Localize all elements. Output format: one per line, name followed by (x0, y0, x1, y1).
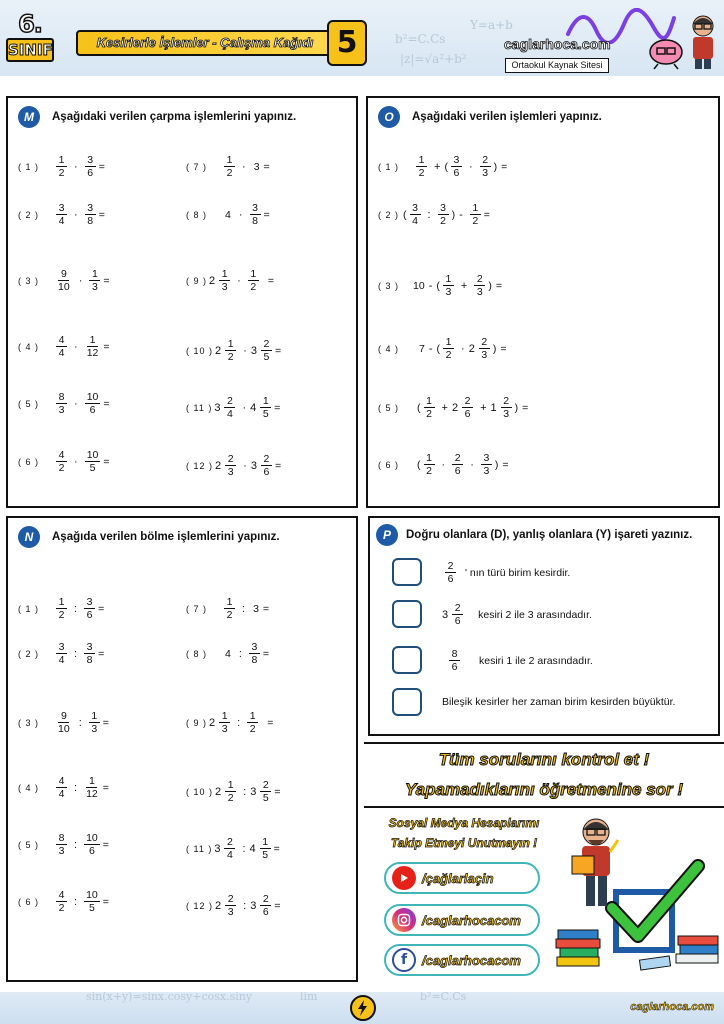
section-o-header (378, 106, 602, 128)
problem-number: ( 2 ) (18, 648, 40, 659)
instagram-handle: /caglarhocacom (422, 912, 521, 928)
problem-o-6: ( 6 ) ( $\frac{1}{2}$ · $\frac{2}{6}$ · $\frac{3}{3}$ ) = (378, 452, 509, 477)
facebook-handle: /caglarhocacom (422, 952, 521, 968)
problem-number: ( 3 ) (378, 280, 400, 291)
answer-box-2[interactable] (392, 600, 422, 628)
problem-m-1: ( 1 ) $\frac{1}{2}$ · $\frac{3}{6}$ = (18, 154, 105, 179)
problem-n-5: ( 5 ) $\frac{8}{3}$ : $\frac{10}{6}$ = (18, 832, 109, 857)
footer-site: caglarhoca.com (630, 1001, 714, 1013)
problem-number: ( 12 ) (186, 460, 214, 471)
problem-m-5: ( 5 ) $\frac{8}{3}$ · $\frac{10}{6}$ = (18, 391, 110, 416)
problem-number: ( 6 ) (18, 456, 40, 467)
problem-o-1: ( 1 ) $\frac{1}{2}$ + ( $\frac{3}{6}$ · $\frac{2}{3}$ ) = (378, 154, 508, 179)
problem-m-12: ( 12 ) 2 $\frac{2}{3}$ · 3 $\frac{2}{6}$ = (186, 453, 282, 478)
reminder-line-1: Tüm sorularını kontrol et ! (438, 750, 650, 769)
problem-n-8: ( 8 ) 4 : $\frac{3}{8}$ = (186, 641, 270, 666)
problem-m-11: ( 11 ) 3 $\frac{2}{4}$ · 4 $\frac{1}{5}$ = (186, 395, 281, 420)
social-title-line-2: Takip Etmeyi Unutmayın ! (390, 836, 538, 850)
instagram-link[interactable] (384, 904, 540, 936)
problem-n-2: ( 2 ) $\frac{3}{4}$ : $\frac{3}{8}$ = (18, 641, 105, 666)
problem-m-6: ( 6 ) $\frac{4}{2}$ · $\frac{10}{5}$ = (18, 449, 110, 474)
statement-text: Bileşik kesirler her zaman birim kesirden büyüktür. (442, 696, 676, 708)
problem-n-11: ( 11 ) 3 $\frac{2}{4}$ : 4 $\frac{1}{5}$ = (186, 836, 280, 861)
statement-text: kesiri 1 ile 2 arasındadır. (479, 654, 593, 667)
problem-number: ( 7 ) (186, 603, 208, 614)
footer-decoration: lim (300, 992, 318, 1003)
page-footer (0, 992, 724, 1024)
section-m-panel (6, 96, 358, 508)
section-title: Aşağıdaki verilen işlemleri yapınız. (412, 111, 602, 123)
problem-m-3: ( 3 ) $\frac{9}{10}$ · $\frac{1}{3}$ = (18, 268, 110, 293)
statement-2: 3 $\frac{2}{6}$ kesiri 2 ile 3 arasındadır. (442, 602, 592, 627)
youtube-handle: /çağlarlaçin (422, 870, 494, 886)
problem-number: ( 7 ) (186, 161, 208, 172)
problem-n-9: ( 9 ) 2 $\frac{1}{3}$ : $\frac{1}{2}$ = (186, 710, 274, 735)
divider (364, 742, 724, 744)
problem-number: ( 11 ) (186, 402, 213, 413)
section-title: Aşağıda verilen bölme işlemlerini yapınız. (52, 531, 280, 543)
section-badge: O (378, 106, 400, 128)
problem-n-4: ( 4 ) $\frac{4}{4}$ : $\frac{1}{12}$ = (18, 775, 109, 800)
problem-m-4: ( 4 ) $\frac{4}{4}$ · $\frac{1}{12}$ = (18, 334, 110, 359)
problem-n-3: ( 3 ) $\frac{9}{10}$ : $\frac{1}{3}$ = (18, 710, 109, 735)
youtube-icon (392, 866, 416, 890)
statement-3: $\frac{8}{6}$ kesiri 1 ile 2 arasındadır. (446, 648, 593, 673)
header-decoration: |z|=√a²+b² (400, 52, 467, 66)
footer-decoration: sin(x+y)=sinx.cosy+cosx.siny (86, 992, 253, 1003)
facebook-link[interactable] (384, 944, 540, 976)
section-m-header (18, 106, 296, 128)
problem-n-6: ( 6 ) $\frac{4}{2}$ : $\frac{10}{5}$ = (18, 889, 109, 914)
brand-name: caglarhoca.com (504, 36, 611, 52)
problem-o-2: ( 2 ) ( $\frac{3}{4}$ : $\frac{3}{2}$ ) - $\frac{1}{2}$ = (378, 202, 490, 227)
problem-number: ( 6 ) (18, 896, 40, 907)
grade-number: 6. (18, 10, 42, 38)
problem-number: ( 9 ) (186, 275, 208, 286)
grade-badge (6, 10, 54, 68)
problem-n-7: ( 7 ) $\frac{1}{2}$ : 3 = (186, 596, 270, 621)
answer-box-1[interactable] (392, 558, 422, 586)
problem-number: ( 2 ) (18, 209, 40, 220)
section-p-header (376, 524, 692, 546)
problem-n-12: ( 12 ) 2 $\frac{2}{3}$ : 3 $\frac{2}{6}$ = (186, 893, 281, 918)
answer-box-4[interactable] (392, 688, 422, 716)
youtube-link[interactable] (384, 862, 540, 894)
page-header (0, 0, 724, 76)
sheet-number: 5 (327, 20, 367, 66)
section-p-panel (368, 516, 720, 736)
problem-o-4: ( 4 ) 7 - ( $\frac{1}{2}$ · 2 $\frac{2}{3}$ ) = (378, 336, 507, 361)
statement-1: $\frac{2}{6}$ ' nın türü birim kesirdir. (442, 560, 570, 585)
statement-4 (442, 696, 675, 708)
problem-number: ( 3 ) (18, 275, 40, 286)
problem-number: ( 3 ) (18, 717, 40, 728)
brand-subtitle: Ortaokul Kaynak Sitesi (505, 58, 609, 73)
problem-number: ( 2 ) (378, 209, 400, 220)
problem-number: ( 6 ) (378, 459, 400, 470)
reminder-line-2: Yapamadıklarını öğretmenine sor ! (404, 780, 684, 799)
problem-number: ( 5 ) (378, 402, 400, 413)
problem-m-8: ( 8 ) 4 · $\frac{3}{8}$ = (186, 202, 270, 227)
section-badge: M (18, 106, 40, 128)
divider (364, 806, 724, 808)
teacher-avatar-icon (686, 12, 720, 70)
problem-number: ( 5 ) (18, 839, 40, 850)
section-badge: N (18, 526, 40, 548)
statement-text: kesiri 2 ile 3 arasındadır. (478, 608, 592, 621)
header-decoration: b²=C.Cs (395, 32, 446, 46)
problem-number: ( 8 ) (186, 209, 208, 220)
problem-number: ( 11 ) (186, 843, 213, 854)
statement-text: ' nın türü birim kesirdir. (465, 566, 571, 579)
problem-o-3: ( 3 ) 10 - ( $\frac{1}{3}$ + $\frac{2}{3}$ ) = (378, 273, 502, 298)
brain-mascot-icon (648, 38, 684, 70)
social-title-line-1: Sosyal Medya Hesaplarımı (388, 816, 540, 830)
section-o-panel (366, 96, 720, 508)
problem-number: ( 4 ) (18, 782, 40, 793)
problem-m-2: ( 2 ) $\frac{3}{4}$ · $\frac{3}{8}$ = (18, 202, 105, 227)
problem-number: ( 10 ) (186, 786, 214, 797)
header-decoration: Y=a+b (470, 18, 513, 32)
instagram-icon (392, 908, 416, 932)
problem-o-5: ( 5 ) ( $\frac{1}{2}$ + 2 $\frac{2}{6}$ + 1 $\frac{2}{3}$ ) = (378, 395, 529, 420)
problem-number: ( 1 ) (378, 161, 400, 172)
problem-number: ( 4 ) (378, 343, 400, 354)
answer-box-3[interactable] (392, 646, 422, 674)
section-badge: P (376, 524, 398, 546)
problem-number: ( 5 ) (18, 398, 40, 409)
problem-number: ( 9 ) (186, 717, 208, 728)
problem-number: ( 1 ) (18, 603, 40, 614)
problem-number: ( 4 ) (18, 341, 40, 352)
section-n-panel (6, 516, 358, 982)
section-title: Aşağıdaki verilen çarpma işlemlerini yapınız. (52, 111, 297, 123)
footer-decoration: b²=C.Cs (420, 992, 467, 1003)
problem-number: ( 12 ) (186, 900, 214, 911)
problem-n-10: ( 10 ) 2 $\frac{1}{2}$ : 3 $\frac{2}{5}$ = (186, 779, 281, 804)
worksheet-title: Kesirlerle İşlemler - Çalışma Kağıdı (76, 30, 334, 56)
bolt-logo-icon (350, 995, 376, 1021)
problem-number: ( 10 ) (186, 345, 214, 356)
section-title: Doğru olanlara (D), yanlış olanlara (Y) işareti yazınız. (406, 529, 693, 541)
problem-m-10: ( 10 ) 2 $\frac{1}{2}$ · 3 $\frac{2}{5}$ = (186, 338, 282, 363)
problem-number: ( 1 ) (18, 161, 40, 172)
problem-n-1: ( 1 ) $\frac{1}{2}$ : $\frac{3}{6}$ = (18, 596, 105, 621)
teacher-checkmark-illustration-icon (552, 812, 722, 984)
section-n-header (18, 526, 280, 548)
facebook-icon: f (392, 948, 416, 972)
problem-m-7: ( 7 ) $\frac{1}{2}$ · 3 = (186, 154, 270, 179)
problem-number: ( 8 ) (186, 648, 208, 659)
grade-word: SINIF (6, 38, 54, 62)
problem-m-9: ( 9 ) 2 $\frac{1}{3}$ · $\frac{1}{2}$ = (186, 268, 274, 293)
